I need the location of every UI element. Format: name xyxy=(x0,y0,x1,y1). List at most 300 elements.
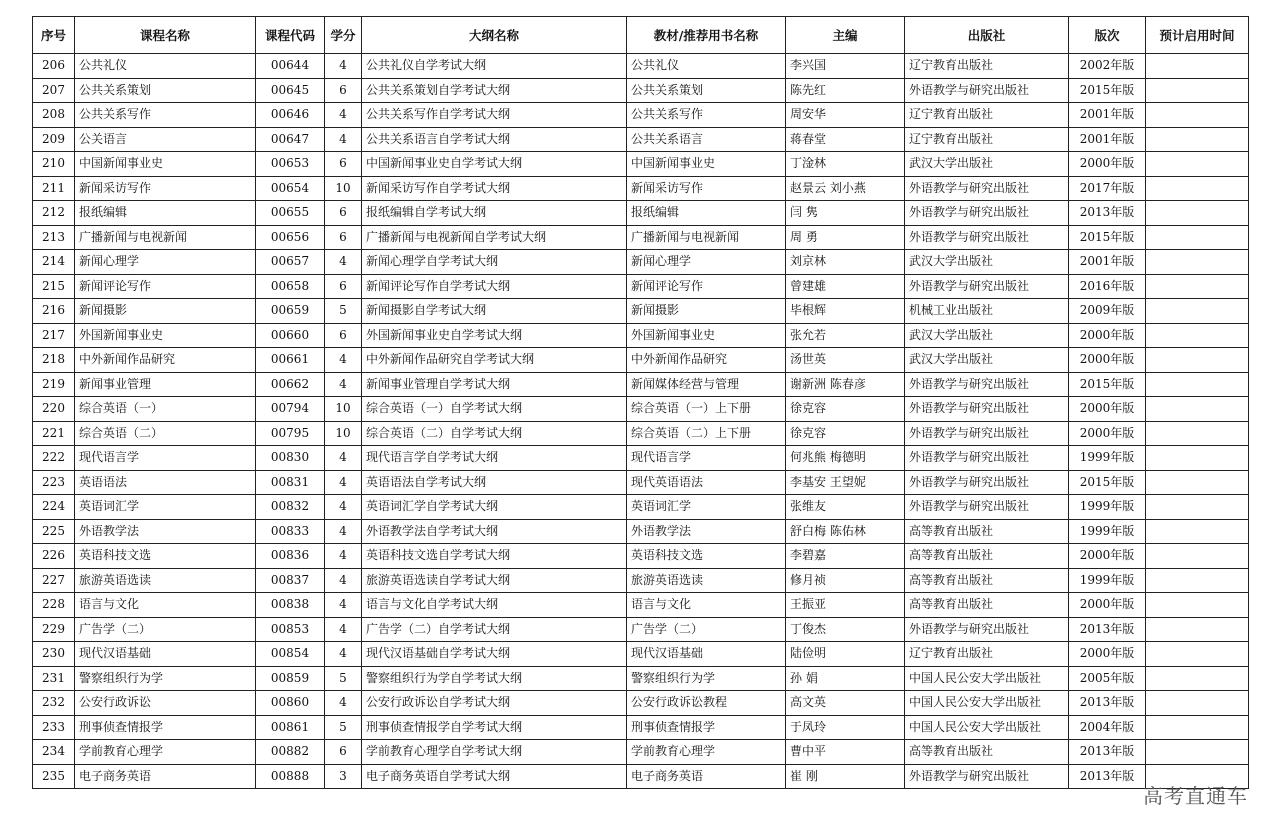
syllabus-name-cell: 广播新闻与电视新闻自学考试大纲 xyxy=(362,225,627,250)
course-code-cell: 00860 xyxy=(256,691,325,716)
planned-start-cell xyxy=(1146,593,1249,618)
credits-cell: 4 xyxy=(325,446,362,471)
publisher-cell: 中国人民公安大学出版社 xyxy=(905,715,1069,740)
course-code-cell: 00831 xyxy=(256,470,325,495)
header-cell: 预计启用时间 xyxy=(1146,17,1249,54)
edition-cell: 1999年版 xyxy=(1069,446,1146,471)
editor-cell: 张维友 xyxy=(786,495,905,520)
course-code-cell: 00838 xyxy=(256,593,325,618)
textbook-name-cell: 外语教学法 xyxy=(627,519,786,544)
row-number-cell: 217 xyxy=(33,323,75,348)
course-table xyxy=(32,16,1249,789)
planned-start-cell xyxy=(1146,642,1249,667)
table-row xyxy=(33,348,1249,373)
syllabus-name-cell: 综合英语（二）自学考试大纲 xyxy=(362,421,627,446)
planned-start-cell xyxy=(1146,250,1249,275)
table-row xyxy=(33,225,1249,250)
credits-cell: 6 xyxy=(325,274,362,299)
syllabus-name-cell: 学前教育心理学自学考试大纲 xyxy=(362,740,627,765)
textbook-name-cell: 新闻评论写作 xyxy=(627,274,786,299)
table-row xyxy=(33,372,1249,397)
course-code-cell: 00659 xyxy=(256,299,325,324)
course-name-cell: 广告学（二） xyxy=(75,617,256,642)
table-row xyxy=(33,715,1249,740)
publisher-cell: 武汉大学出版社 xyxy=(905,250,1069,275)
table-row xyxy=(33,544,1249,569)
editor-cell: 李兴国 xyxy=(786,54,905,79)
credits-cell: 5 xyxy=(325,666,362,691)
credits-cell: 4 xyxy=(325,691,362,716)
edition-cell: 1999年版 xyxy=(1069,495,1146,520)
table-row xyxy=(33,323,1249,348)
textbook-name-cell: 语言与文化 xyxy=(627,593,786,618)
table-row xyxy=(33,152,1249,177)
edition-cell: 2015年版 xyxy=(1069,225,1146,250)
row-number-cell: 213 xyxy=(33,225,75,250)
textbook-name-cell: 公共关系策划 xyxy=(627,78,786,103)
course-name-cell: 报纸编辑 xyxy=(75,201,256,226)
publisher-cell: 辽宁教育出版社 xyxy=(905,127,1069,152)
credits-cell: 4 xyxy=(325,568,362,593)
editor-cell: 周安华 xyxy=(786,103,905,128)
table-row xyxy=(33,519,1249,544)
syllabus-name-cell: 刑事侦查情报学自学考试大纲 xyxy=(362,715,627,740)
textbook-name-cell: 公共关系写作 xyxy=(627,103,786,128)
credits-cell: 4 xyxy=(325,127,362,152)
syllabus-name-cell: 现代汉语基础自学考试大纲 xyxy=(362,642,627,667)
row-number-cell: 224 xyxy=(33,495,75,520)
planned-start-cell xyxy=(1146,54,1249,79)
course-code-cell: 00656 xyxy=(256,225,325,250)
publisher-cell: 外语教学与研究出版社 xyxy=(905,274,1069,299)
publisher-cell: 武汉大学出版社 xyxy=(905,348,1069,373)
course-name-cell: 新闻摄影 xyxy=(75,299,256,324)
row-number-cell: 220 xyxy=(33,397,75,422)
row-number-cell: 206 xyxy=(33,54,75,79)
edition-cell: 2013年版 xyxy=(1069,740,1146,765)
planned-start-cell xyxy=(1146,299,1249,324)
textbook-name-cell: 现代语言学 xyxy=(627,446,786,471)
planned-start-cell xyxy=(1146,421,1249,446)
editor-cell: 汤世英 xyxy=(786,348,905,373)
textbook-name-cell: 学前教育心理学 xyxy=(627,740,786,765)
credits-cell: 4 xyxy=(325,372,362,397)
publisher-cell: 外语教学与研究出版社 xyxy=(905,176,1069,201)
row-number-cell: 208 xyxy=(33,103,75,128)
editor-cell: 李碧嘉 xyxy=(786,544,905,569)
course-code-cell: 00888 xyxy=(256,764,325,789)
syllabus-name-cell: 广告学（二）自学考试大纲 xyxy=(362,617,627,642)
header-cell: 课程名称 xyxy=(75,17,256,54)
table-row xyxy=(33,470,1249,495)
editor-cell: 曹中平 xyxy=(786,740,905,765)
edition-cell: 2002年版 xyxy=(1069,54,1146,79)
course-code-cell: 00654 xyxy=(256,176,325,201)
textbook-name-cell: 现代英语语法 xyxy=(627,470,786,495)
syllabus-name-cell: 英语语法自学考试大纲 xyxy=(362,470,627,495)
textbook-name-cell: 公共关系语言 xyxy=(627,127,786,152)
table-row xyxy=(33,78,1249,103)
edition-cell: 2000年版 xyxy=(1069,421,1146,446)
editor-cell: 闫 隽 xyxy=(786,201,905,226)
course-code-cell: 00853 xyxy=(256,617,325,642)
planned-start-cell xyxy=(1146,152,1249,177)
publisher-cell: 外语教学与研究出版社 xyxy=(905,397,1069,422)
row-number-cell: 207 xyxy=(33,78,75,103)
course-name-cell: 公共关系写作 xyxy=(75,103,256,128)
header-cell: 大纲名称 xyxy=(362,17,627,54)
textbook-name-cell: 新闻媒体经营与管理 xyxy=(627,372,786,397)
table-row xyxy=(33,54,1249,79)
publisher-cell: 高等教育出版社 xyxy=(905,740,1069,765)
syllabus-name-cell: 公安行政诉讼自学考试大纲 xyxy=(362,691,627,716)
edition-cell: 2005年版 xyxy=(1069,666,1146,691)
course-name-cell: 新闻评论写作 xyxy=(75,274,256,299)
credits-cell: 4 xyxy=(325,54,362,79)
header-cell: 教材/推荐用书名称 xyxy=(627,17,786,54)
planned-start-cell xyxy=(1146,544,1249,569)
course-code-cell: 00832 xyxy=(256,495,325,520)
header-cell: 序号 xyxy=(33,17,75,54)
edition-cell: 2015年版 xyxy=(1069,78,1146,103)
editor-cell: 崔 刚 xyxy=(786,764,905,789)
course-code-cell: 00836 xyxy=(256,544,325,569)
table-header-row xyxy=(33,17,1249,54)
editor-cell: 孙 娟 xyxy=(786,666,905,691)
syllabus-name-cell: 公共关系写作自学考试大纲 xyxy=(362,103,627,128)
table-row xyxy=(33,127,1249,152)
table-row xyxy=(33,176,1249,201)
course-name-cell: 新闻心理学 xyxy=(75,250,256,275)
course-name-cell: 英语语法 xyxy=(75,470,256,495)
credits-cell: 10 xyxy=(325,176,362,201)
credits-cell: 3 xyxy=(325,764,362,789)
editor-cell: 陆俭明 xyxy=(786,642,905,667)
course-code-cell: 00882 xyxy=(256,740,325,765)
publisher-cell: 外语教学与研究出版社 xyxy=(905,470,1069,495)
course-name-cell: 英语词汇学 xyxy=(75,495,256,520)
credits-cell: 4 xyxy=(325,593,362,618)
planned-start-cell xyxy=(1146,201,1249,226)
syllabus-name-cell: 语言与文化自学考试大纲 xyxy=(362,593,627,618)
textbook-name-cell: 电子商务英语 xyxy=(627,764,786,789)
row-number-cell: 234 xyxy=(33,740,75,765)
publisher-cell: 中国人民公安大学出版社 xyxy=(905,691,1069,716)
course-code-cell: 00833 xyxy=(256,519,325,544)
course-name-cell: 现代汉语基础 xyxy=(75,642,256,667)
publisher-cell: 外语教学与研究出版社 xyxy=(905,421,1069,446)
editor-cell: 赵景云 刘小燕 xyxy=(786,176,905,201)
textbook-name-cell: 中外新闻作品研究 xyxy=(627,348,786,373)
textbook-name-cell: 公安行政诉讼教程 xyxy=(627,691,786,716)
watermark: 高考直通车 xyxy=(1143,784,1248,808)
header-cell: 出版社 xyxy=(905,17,1069,54)
credits-cell: 5 xyxy=(325,299,362,324)
editor-cell: 徐克容 xyxy=(786,397,905,422)
table-row xyxy=(33,250,1249,275)
editor-cell: 毕根辉 xyxy=(786,299,905,324)
row-number-cell: 219 xyxy=(33,372,75,397)
row-number-cell: 232 xyxy=(33,691,75,716)
planned-start-cell xyxy=(1146,176,1249,201)
textbook-name-cell: 综合英语（二）上下册 xyxy=(627,421,786,446)
course-code-cell: 00647 xyxy=(256,127,325,152)
publisher-cell: 高等教育出版社 xyxy=(905,519,1069,544)
edition-cell: 2015年版 xyxy=(1069,372,1146,397)
row-number-cell: 216 xyxy=(33,299,75,324)
row-number-cell: 227 xyxy=(33,568,75,593)
editor-cell: 谢新洲 陈春彦 xyxy=(786,372,905,397)
header-cell: 课程代码 xyxy=(256,17,325,54)
row-number-cell: 212 xyxy=(33,201,75,226)
credits-cell: 5 xyxy=(325,715,362,740)
edition-cell: 2017年版 xyxy=(1069,176,1146,201)
edition-cell: 2001年版 xyxy=(1069,127,1146,152)
credits-cell: 10 xyxy=(325,421,362,446)
course-name-cell: 警察组织行为学 xyxy=(75,666,256,691)
edition-cell: 2013年版 xyxy=(1069,764,1146,789)
row-number-cell: 209 xyxy=(33,127,75,152)
syllabus-name-cell: 新闻采访写作自学考试大纲 xyxy=(362,176,627,201)
course-code-cell: 00646 xyxy=(256,103,325,128)
publisher-cell: 中国人民公安大学出版社 xyxy=(905,666,1069,691)
edition-cell: 2000年版 xyxy=(1069,152,1146,177)
planned-start-cell xyxy=(1146,127,1249,152)
syllabus-name-cell: 公共礼仪自学考试大纲 xyxy=(362,54,627,79)
edition-cell: 2000年版 xyxy=(1069,348,1146,373)
course-name-cell: 旅游英语选读 xyxy=(75,568,256,593)
table-row xyxy=(33,642,1249,667)
edition-cell: 1999年版 xyxy=(1069,568,1146,593)
publisher-cell: 外语教学与研究出版社 xyxy=(905,495,1069,520)
credits-cell: 4 xyxy=(325,617,362,642)
publisher-cell: 武汉大学出版社 xyxy=(905,323,1069,348)
edition-cell: 2004年版 xyxy=(1069,715,1146,740)
edition-cell: 2015年版 xyxy=(1069,470,1146,495)
editor-cell: 高文英 xyxy=(786,691,905,716)
table-row xyxy=(33,201,1249,226)
credits-cell: 6 xyxy=(325,225,362,250)
table-row xyxy=(33,103,1249,128)
credits-cell: 4 xyxy=(325,470,362,495)
syllabus-name-cell: 旅游英语选读自学考试大纲 xyxy=(362,568,627,593)
edition-cell: 2016年版 xyxy=(1069,274,1146,299)
table-row xyxy=(33,617,1249,642)
row-number-cell: 223 xyxy=(33,470,75,495)
edition-cell: 2013年版 xyxy=(1069,691,1146,716)
editor-cell: 舒白梅 陈佑林 xyxy=(786,519,905,544)
textbook-name-cell: 报纸编辑 xyxy=(627,201,786,226)
table-row xyxy=(33,666,1249,691)
planned-start-cell xyxy=(1146,397,1249,422)
edition-cell: 2013年版 xyxy=(1069,617,1146,642)
course-code-cell: 00854 xyxy=(256,642,325,667)
credits-cell: 4 xyxy=(325,544,362,569)
course-name-cell: 公共礼仪 xyxy=(75,54,256,79)
course-name-cell: 英语科技文选 xyxy=(75,544,256,569)
course-name-cell: 刑事侦查情报学 xyxy=(75,715,256,740)
row-number-cell: 221 xyxy=(33,421,75,446)
credits-cell: 6 xyxy=(325,78,362,103)
row-number-cell: 222 xyxy=(33,446,75,471)
textbook-name-cell: 旅游英语选读 xyxy=(627,568,786,593)
row-number-cell: 225 xyxy=(33,519,75,544)
course-name-cell: 中外新闻作品研究 xyxy=(75,348,256,373)
course-code-cell: 00859 xyxy=(256,666,325,691)
credits-cell: 4 xyxy=(325,642,362,667)
textbook-name-cell: 广播新闻与电视新闻 xyxy=(627,225,786,250)
syllabus-name-cell: 中外新闻作品研究自学考试大纲 xyxy=(362,348,627,373)
editor-cell: 蒋春堂 xyxy=(786,127,905,152)
course-name-cell: 公共关系策划 xyxy=(75,78,256,103)
course-name-cell: 中国新闻事业史 xyxy=(75,152,256,177)
planned-start-cell xyxy=(1146,323,1249,348)
credits-cell: 4 xyxy=(325,103,362,128)
planned-start-cell xyxy=(1146,617,1249,642)
row-number-cell: 235 xyxy=(33,764,75,789)
planned-start-cell xyxy=(1146,446,1249,471)
planned-start-cell xyxy=(1146,103,1249,128)
course-code-cell: 00837 xyxy=(256,568,325,593)
row-number-cell: 228 xyxy=(33,593,75,618)
credits-cell: 4 xyxy=(325,519,362,544)
table-row xyxy=(33,764,1249,789)
course-name-cell: 新闻事业管理 xyxy=(75,372,256,397)
editor-cell: 徐克容 xyxy=(786,421,905,446)
course-name-cell: 广播新闻与电视新闻 xyxy=(75,225,256,250)
publisher-cell: 外语教学与研究出版社 xyxy=(905,78,1069,103)
publisher-cell: 机械工业出版社 xyxy=(905,299,1069,324)
edition-cell: 2000年版 xyxy=(1069,642,1146,667)
course-code-cell: 00795 xyxy=(256,421,325,446)
table-row xyxy=(33,691,1249,716)
row-number-cell: 214 xyxy=(33,250,75,275)
textbook-name-cell: 外国新闻事业史 xyxy=(627,323,786,348)
course-code-cell: 00660 xyxy=(256,323,325,348)
credits-cell: 4 xyxy=(325,348,362,373)
publisher-cell: 外语教学与研究出版社 xyxy=(905,446,1069,471)
header-cell: 学分 xyxy=(325,17,362,54)
textbook-name-cell: 综合英语（一）上下册 xyxy=(627,397,786,422)
credits-cell: 6 xyxy=(325,201,362,226)
course-code-cell: 00658 xyxy=(256,274,325,299)
table-row xyxy=(33,397,1249,422)
planned-start-cell xyxy=(1146,274,1249,299)
textbook-name-cell: 现代汉语基础 xyxy=(627,642,786,667)
course-name-cell: 外语教学法 xyxy=(75,519,256,544)
table-body xyxy=(33,54,1249,789)
row-number-cell: 211 xyxy=(33,176,75,201)
row-number-cell: 233 xyxy=(33,715,75,740)
syllabus-name-cell: 英语词汇学自学考试大纲 xyxy=(362,495,627,520)
row-number-cell: 230 xyxy=(33,642,75,667)
syllabus-name-cell: 新闻事业管理自学考试大纲 xyxy=(362,372,627,397)
course-code-cell: 00662 xyxy=(256,372,325,397)
course-code-cell: 00661 xyxy=(256,348,325,373)
course-name-cell: 公关语言 xyxy=(75,127,256,152)
syllabus-name-cell: 现代语言学自学考试大纲 xyxy=(362,446,627,471)
publisher-cell: 外语教学与研究出版社 xyxy=(905,764,1069,789)
editor-cell: 于凤玲 xyxy=(786,715,905,740)
course-code-cell: 00657 xyxy=(256,250,325,275)
syllabus-name-cell: 综合英语（一）自学考试大纲 xyxy=(362,397,627,422)
editor-cell: 周 勇 xyxy=(786,225,905,250)
editor-cell: 何兆熊 梅德明 xyxy=(786,446,905,471)
syllabus-name-cell: 中国新闻事业史自学考试大纲 xyxy=(362,152,627,177)
planned-start-cell xyxy=(1146,372,1249,397)
credits-cell: 4 xyxy=(325,495,362,520)
syllabus-name-cell: 英语科技文选自学考试大纲 xyxy=(362,544,627,569)
edition-cell: 2000年版 xyxy=(1069,397,1146,422)
planned-start-cell xyxy=(1146,78,1249,103)
editor-cell: 丁俊杰 xyxy=(786,617,905,642)
edition-cell: 2000年版 xyxy=(1069,593,1146,618)
course-code-cell: 00645 xyxy=(256,78,325,103)
syllabus-name-cell: 新闻心理学自学考试大纲 xyxy=(362,250,627,275)
textbook-name-cell: 公共礼仪 xyxy=(627,54,786,79)
table-row xyxy=(33,593,1249,618)
credits-cell: 4 xyxy=(325,250,362,275)
syllabus-name-cell: 外语教学法自学考试大纲 xyxy=(362,519,627,544)
planned-start-cell xyxy=(1146,470,1249,495)
course-name-cell: 外国新闻事业史 xyxy=(75,323,256,348)
course-code-cell: 00653 xyxy=(256,152,325,177)
planned-start-cell xyxy=(1146,495,1249,520)
row-number-cell: 218 xyxy=(33,348,75,373)
course-code-cell: 00861 xyxy=(256,715,325,740)
row-number-cell: 231 xyxy=(33,666,75,691)
syllabus-name-cell: 外国新闻事业史自学考试大纲 xyxy=(362,323,627,348)
publisher-cell: 高等教育出版社 xyxy=(905,593,1069,618)
editor-cell: 王振亚 xyxy=(786,593,905,618)
editor-cell: 丁淦林 xyxy=(786,152,905,177)
table-row xyxy=(33,446,1249,471)
credits-cell: 10 xyxy=(325,397,362,422)
course-code-cell: 00644 xyxy=(256,54,325,79)
editor-cell: 陈先红 xyxy=(786,78,905,103)
header-cell: 版次 xyxy=(1069,17,1146,54)
planned-start-cell xyxy=(1146,740,1249,765)
planned-start-cell xyxy=(1146,691,1249,716)
table-row xyxy=(33,299,1249,324)
edition-cell: 2001年版 xyxy=(1069,103,1146,128)
planned-start-cell xyxy=(1146,568,1249,593)
publisher-cell: 外语教学与研究出版社 xyxy=(905,372,1069,397)
row-number-cell: 226 xyxy=(33,544,75,569)
course-name-cell: 电子商务英语 xyxy=(75,764,256,789)
table-row xyxy=(33,568,1249,593)
table-row xyxy=(33,274,1249,299)
publisher-cell: 外语教学与研究出版社 xyxy=(905,225,1069,250)
publisher-cell: 高等教育出版社 xyxy=(905,568,1069,593)
table-row xyxy=(33,495,1249,520)
textbook-name-cell: 广告学（二） xyxy=(627,617,786,642)
course-code-cell: 00830 xyxy=(256,446,325,471)
course-name-cell: 学前教育心理学 xyxy=(75,740,256,765)
textbook-name-cell: 英语科技文选 xyxy=(627,544,786,569)
credits-cell: 6 xyxy=(325,323,362,348)
syllabus-name-cell: 公共关系策划自学考试大纲 xyxy=(362,78,627,103)
syllabus-name-cell: 警察组织行为学自学考试大纲 xyxy=(362,666,627,691)
planned-start-cell xyxy=(1146,715,1249,740)
course-code-cell: 00794 xyxy=(256,397,325,422)
editor-cell: 刘京林 xyxy=(786,250,905,275)
publisher-cell: 外语教学与研究出版社 xyxy=(905,617,1069,642)
planned-start-cell xyxy=(1146,348,1249,373)
table-row xyxy=(33,421,1249,446)
row-number-cell: 210 xyxy=(33,152,75,177)
edition-cell: 2000年版 xyxy=(1069,544,1146,569)
